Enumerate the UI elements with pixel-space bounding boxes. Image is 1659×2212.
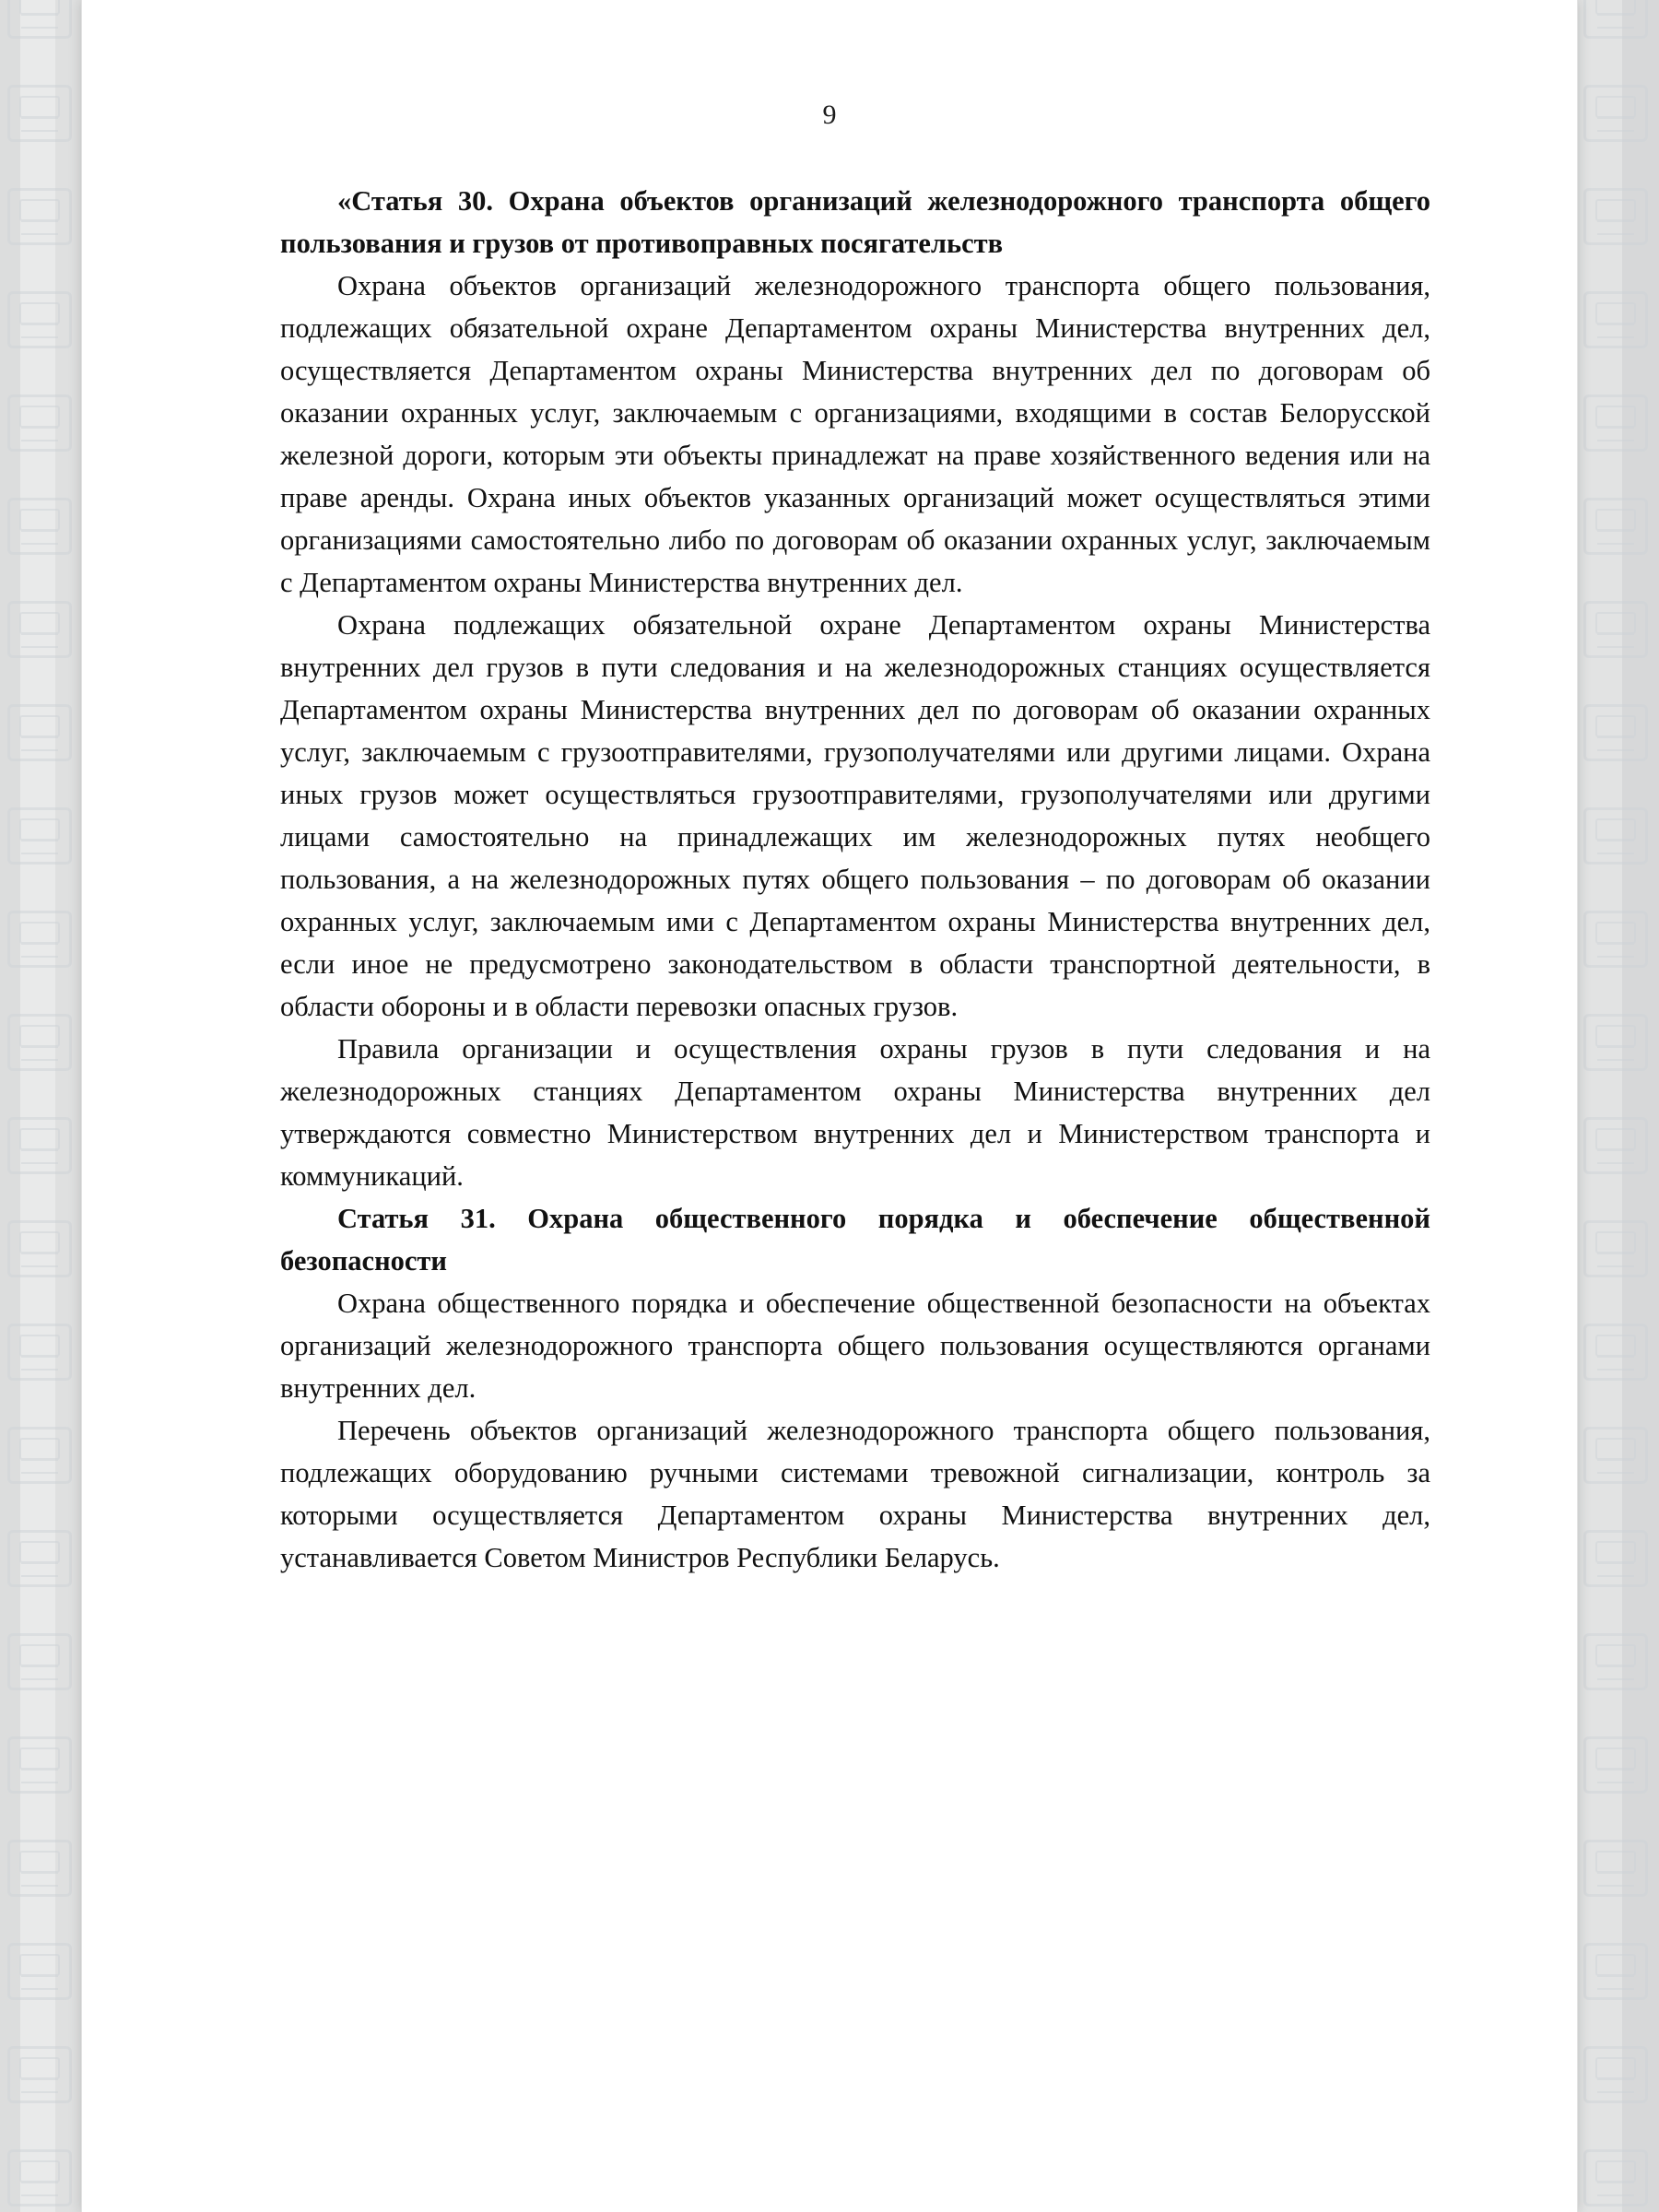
train-watermark-icon xyxy=(1583,1324,1648,1381)
document-body xyxy=(280,180,1430,1579)
train-watermark-icon xyxy=(1583,1117,1648,1174)
train-watermark-icon xyxy=(7,1736,72,1794)
train-watermark-icon xyxy=(1583,1633,1648,1690)
train-watermark-icon xyxy=(1583,1427,1648,1484)
train-watermark-icon xyxy=(1583,2046,1648,2103)
train-watermark-icon xyxy=(1583,1530,1648,1587)
article-31-paragraph-1: Охрана общественного порядка и обеспечение общественной безопасности на объектах организаций железнодорожного транспорта общего пользования осуществляются органами внутренних дел. xyxy=(280,1288,1430,1404)
train-watermark-icon xyxy=(7,1427,72,1484)
train-watermark-icon xyxy=(1583,394,1648,452)
decorative-watermark-right xyxy=(1576,0,1659,2212)
article-30-heading: «Статья 30. Охрана объектов организаций железнодорожного транспорта общего пользования и грузов от противоправных посягательств xyxy=(280,185,1430,259)
document-page xyxy=(81,0,1578,2212)
train-watermark-icon xyxy=(7,1117,72,1174)
article-30-paragraph-1: Охрана объектов организаций железнодорожного транспорта общего пользования, подлежащих обязательной охране Департаментом охраны Министерства внутренних дел, осуществляется Департаментом охраны Министерства внутренних дел по договорам об оказании охранных услуг, заключаемым с организациями, входящими в состав Белорусской железной дороги, которым эти объекты принадлежат на праве хозяйственного ведения или на праве аренды. Охрана иных объектов указанных организаций может осуществляться этими организациями самостоятельно либо по договорам об оказании охранных услуг, заключаемым с Департаментом охраны Министерства внутренних дел. xyxy=(280,270,1430,598)
train-watermark-icon xyxy=(7,1530,72,1587)
train-watermark-icon xyxy=(1583,1736,1648,1794)
decorative-watermark-left xyxy=(0,0,83,2212)
train-watermark-icon xyxy=(1583,1840,1648,1897)
article-31-paragraph-2: Перечень объектов организаций железнодорожного транспорта общего пользования, подлежащих оборудованию ручными системами тревожной сигнализации, контроль за которыми осуществляется Департаментом охраны Министерства внутренних дел, устанавливается Советом Министров Республики Беларусь. xyxy=(280,1415,1430,1573)
train-watermark-icon xyxy=(7,1220,72,1277)
train-watermark-icon xyxy=(1583,601,1648,658)
train-watermark-icon xyxy=(7,188,72,245)
train-watermark-icon xyxy=(7,1324,72,1381)
train-watermark-icon xyxy=(7,1014,72,1071)
train-watermark-icon xyxy=(1583,1943,1648,2000)
train-watermark-icon xyxy=(7,1943,72,2000)
train-watermark-icon xyxy=(7,807,72,865)
train-watermark-icon xyxy=(1583,85,1648,142)
train-watermark-icon xyxy=(7,394,72,452)
train-watermark-icon xyxy=(7,1633,72,1690)
article-31-heading: Статья 31. Охрана общественного порядка и обеспечение общественной безопасности xyxy=(280,1203,1430,1277)
article-30-paragraph-2: Охрана подлежащих обязательной охране Департаментом охраны Министерства внутренних дел грузов в пути следования и на железнодорожных станциях осуществляется Департаментом охраны Министерства внутренних дел по договорам об оказании охранных услуг, заключаемым с грузоотправителями, грузополучателями или другими лицами. Охрана иных грузов может осуществляться грузоотправителями, грузополучателями или другими лицами самостоятельно на принадлежащих им железнодорожных путях необщего пользования, а на железнодорожных путях общего пользования – по договорам об оказании охранных услуг, заключаемым ими с Департаментом охраны Министерства внутренних дел, если иное не предусмотрено законодательством в области транспортной деятельности, в области обороны и в области перевозки опасных грузов. xyxy=(280,609,1430,1022)
train-watermark-icon xyxy=(7,1840,72,1897)
train-watermark-icon xyxy=(7,601,72,658)
train-watermark-icon xyxy=(1583,704,1648,761)
train-watermark-icon xyxy=(1583,1014,1648,1071)
train-watermark-icon xyxy=(7,704,72,761)
train-watermark-icon xyxy=(1583,911,1648,968)
train-watermark-icon xyxy=(1583,188,1648,245)
train-watermark-icon xyxy=(1583,0,1648,39)
train-watermark-icon xyxy=(7,2046,72,2103)
train-watermark-icon xyxy=(1583,498,1648,555)
train-watermark-icon xyxy=(1583,807,1648,865)
train-watermark-icon xyxy=(7,2149,72,2206)
train-watermark-icon xyxy=(1583,291,1648,348)
train-watermark-icon xyxy=(1583,2149,1648,2206)
train-watermark-icon xyxy=(7,291,72,348)
article-30-paragraph-3: Правила организации и осуществления охраны грузов в пути следования и на железнодорожных станциях Департаментом охраны Министерства внутренних дел утверждаются совместно Министерством внутренних дел и Министерством транспорта и коммуникаций. xyxy=(280,1033,1430,1192)
train-watermark-icon xyxy=(7,0,72,39)
train-watermark-icon xyxy=(7,911,72,968)
train-watermark-icon xyxy=(7,85,72,142)
train-watermark-icon xyxy=(1583,1220,1648,1277)
train-watermark-icon xyxy=(7,498,72,555)
page-number: 9 xyxy=(822,100,837,130)
